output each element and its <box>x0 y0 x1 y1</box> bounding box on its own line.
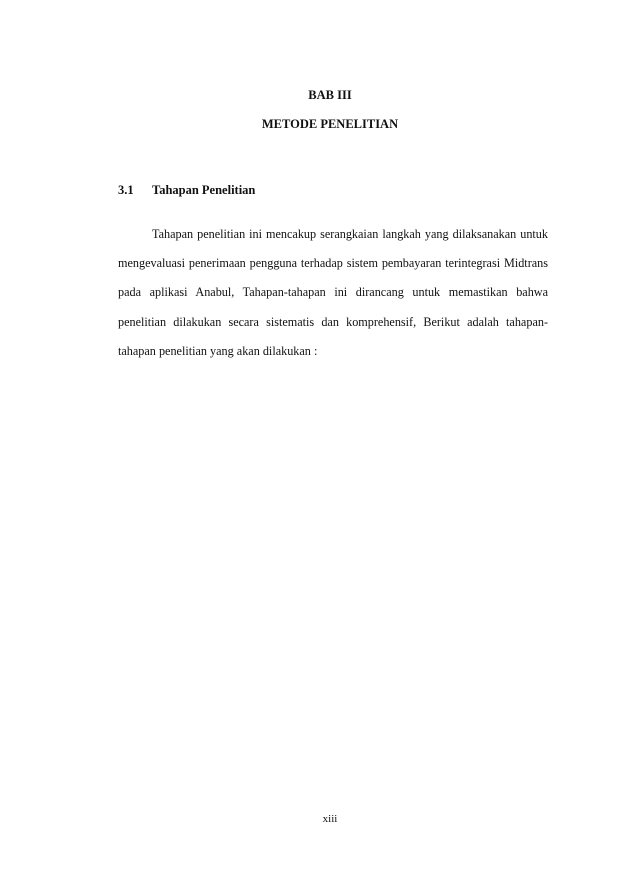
body-paragraph: Tahapan penelitian ini mencakup serangkaian langkah yang dilaksanakan untuk mengevaluasi penerimaan pengguna terhadap sistem pembayaran terintegrasi Midtrans pada aplikasi Anabul, Tahapan-tahapan ini dirancang untuk memastikan bahwa penelitian dilakukan secara sistematis dan komprehensif, Berikut adalah tahapan-tahapan penelitian yang akan dilakukan : <box>118 227 548 358</box>
page-number: xiii <box>322 813 338 825</box>
chapter-title: METODE PENELITIAN <box>261 117 399 131</box>
section-title: Tahapan Penelitian <box>152 183 256 197</box>
section-number: 3.1 <box>118 183 134 197</box>
chapter-number: BAB III <box>308 88 352 102</box>
section-heading <box>118 183 255 198</box>
